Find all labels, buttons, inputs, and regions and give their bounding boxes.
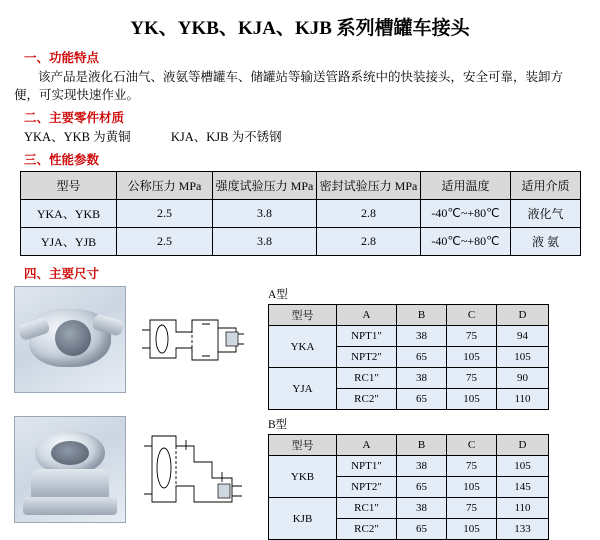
table-row xyxy=(269,368,549,389)
spec-cell: -40℃~+80℃ xyxy=(421,228,511,256)
dim-cell: 38 xyxy=(397,326,447,347)
dim-header-cell: C xyxy=(447,435,497,456)
dim-cell: 38 xyxy=(397,498,447,519)
spec-cell: 液化气 xyxy=(511,200,581,228)
dim-model-cell: YKB xyxy=(269,456,337,498)
dim-model-cell: YJA xyxy=(269,368,337,410)
dim-cell: 105 xyxy=(447,347,497,368)
section-heading-dimensions: 四、主要尺寸 xyxy=(24,267,100,282)
spec-header-cell: 强度试验压力 MPa xyxy=(213,172,317,200)
dim-header-cell: B xyxy=(397,305,447,326)
dim-cell: NPT2" xyxy=(337,477,397,498)
dim-header-cell: B xyxy=(397,435,447,456)
spec-header-cell: 密封试验压力 MPa xyxy=(317,172,421,200)
dim-cell: 75 xyxy=(447,498,497,519)
photo-flange-shape xyxy=(23,497,117,515)
dim-cell: 105 xyxy=(447,519,497,540)
dim-cell: 75 xyxy=(447,326,497,347)
spec-cell: 2.5 xyxy=(117,228,213,256)
dim-header-cell: C xyxy=(447,305,497,326)
spec-header-cell: 公称压力 MPa xyxy=(117,172,213,200)
dim-cell: 75 xyxy=(447,368,497,389)
dim-cell: RC2" xyxy=(337,519,397,540)
page-title: YK、YKB、KJA、KJB 系列槽罐车接头 xyxy=(130,18,470,39)
dimension-block-b xyxy=(14,416,586,540)
technical-drawing-a xyxy=(132,286,252,391)
dim-cell: 75 xyxy=(447,456,497,477)
spec-header-cell: 型号 xyxy=(21,172,117,200)
dim-cell: 65 xyxy=(397,389,447,410)
dim-header-cell: A xyxy=(337,305,397,326)
spec-cell: 2.8 xyxy=(317,200,421,228)
dim-model-cell: KJB xyxy=(269,498,337,540)
table-row xyxy=(21,200,581,228)
dim-cell: 105 xyxy=(447,389,497,410)
dim-cell: NPT1" xyxy=(337,326,397,347)
table-header-row xyxy=(21,172,581,200)
dimension-table-a xyxy=(268,304,549,410)
product-photo-b xyxy=(14,416,126,523)
dim-cell: 38 xyxy=(397,368,447,389)
dimension-table-a-wrap xyxy=(268,286,549,410)
material-right: KJA、KJB 为不锈钢 xyxy=(170,130,282,145)
section-heading-performance: 三、性能参数 xyxy=(24,153,100,168)
spec-cell: 3.8 xyxy=(213,200,317,228)
dim-cell: NPT2" xyxy=(337,347,397,368)
images-b xyxy=(14,416,264,523)
dim-header-cell: D xyxy=(497,435,549,456)
dim-cell: 105 xyxy=(497,456,549,477)
dim-cell: 145 xyxy=(497,477,549,498)
section-heading-material: 二、主要零件材质 xyxy=(24,111,125,126)
material-left: YKA、YKB 为黄铜 xyxy=(24,130,131,145)
features-body: 该产品是液化石油气、液氨等槽罐车、储罐站等输送管路系统中的快装接头，安全可靠，装卸方便，可实现快速作业。 xyxy=(14,70,564,103)
performance-table xyxy=(20,171,581,256)
dim-cell: NPT1" xyxy=(337,456,397,477)
dim-header-cell: 型号 xyxy=(269,305,337,326)
section-heading-features: 一、功能特点 xyxy=(24,51,100,65)
spec-header-cell: 适用温度 xyxy=(421,172,511,200)
dim-cell: 38 xyxy=(397,456,447,477)
dimension-table-b xyxy=(268,434,549,540)
spec-cell: 2.5 xyxy=(117,200,213,228)
table-header-row xyxy=(269,305,549,326)
dim-cell: 94 xyxy=(497,326,549,347)
product-photo-a xyxy=(14,286,126,393)
dim-cell: 65 xyxy=(397,477,447,498)
dim-cell: 110 xyxy=(497,389,549,410)
table-row xyxy=(21,228,581,256)
dim-header-cell: A xyxy=(337,435,397,456)
table-header-row xyxy=(269,435,549,456)
type-label-b: B型 xyxy=(268,419,288,432)
dimension-block-a xyxy=(14,286,586,410)
dim-cell: 133 xyxy=(497,519,549,540)
dim-cell: RC1" xyxy=(337,498,397,519)
dim-header-cell: D xyxy=(497,305,549,326)
table-row xyxy=(269,326,549,347)
dimensions-area xyxy=(14,286,586,540)
dim-cell: 105 xyxy=(497,347,549,368)
technical-drawing-b xyxy=(132,416,252,521)
dim-cell: RC1" xyxy=(337,368,397,389)
document-page xyxy=(0,13,600,536)
dimension-table-b-wrap xyxy=(268,416,549,540)
images-a xyxy=(14,286,264,393)
spec-cell: YKA、YKB xyxy=(21,200,117,228)
dim-cell: RC2" xyxy=(337,389,397,410)
drawing-b-svg xyxy=(132,416,252,521)
material-line xyxy=(24,128,586,146)
table-row xyxy=(269,456,549,477)
dim-header-cell: 型号 xyxy=(269,435,337,456)
dim-model-cell: YKA xyxy=(269,326,337,368)
spec-header-cell: 适用介质 xyxy=(511,172,581,200)
spec-cell: 3.8 xyxy=(213,228,317,256)
spec-cell: 液 氨 xyxy=(511,228,581,256)
spec-cell: 2.8 xyxy=(317,228,421,256)
dim-cell: 110 xyxy=(497,498,549,519)
spec-cell: YJA、YJB xyxy=(21,228,117,256)
drawing-a-svg xyxy=(132,286,252,391)
dim-cell: 90 xyxy=(497,368,549,389)
dim-cell: 65 xyxy=(397,519,447,540)
type-label-a: A型 xyxy=(268,289,288,302)
dim-cell: 105 xyxy=(447,477,497,498)
spec-cell: -40℃~+80℃ xyxy=(421,200,511,228)
dim-cell: 65 xyxy=(397,347,447,368)
